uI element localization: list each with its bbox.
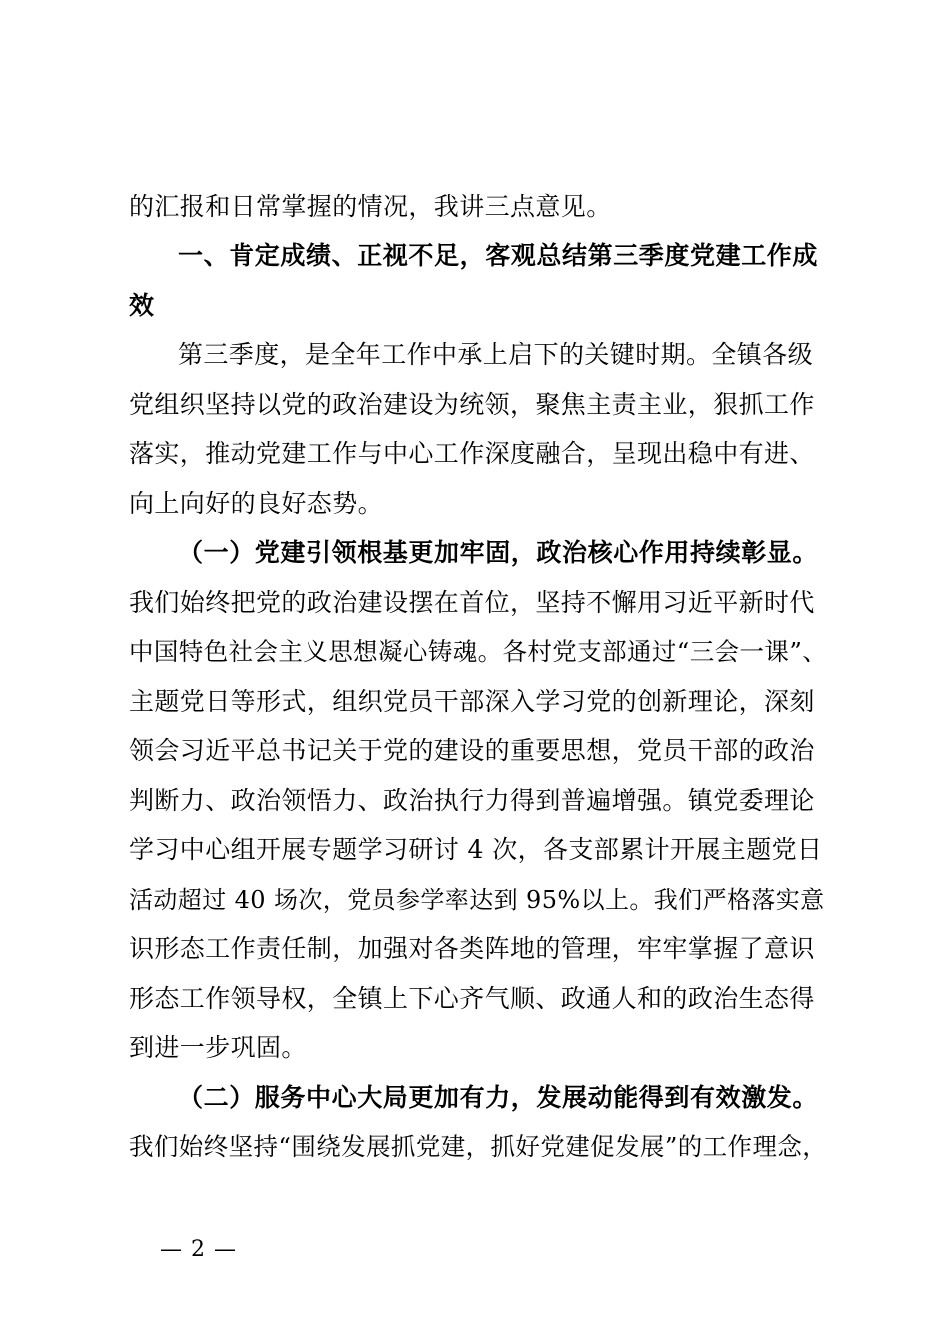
text-line: 形态工作领导权，全镇上下心齐气顺、政通人和的政治生态得 [129, 984, 815, 1013]
text-line: 学习中心组开展专题学习研讨 4 次，各支部累计开展主题党日 [129, 835, 823, 864]
text-line: 的汇报和日常掌握的情况，我讲三点意见。 [129, 192, 612, 221]
text-line: 识形态工作责任制，加强对各类阵地的管理，牢牢掌握了意识 [129, 934, 815, 963]
text-line: 中国特色社会主义思想凝心铸魂。各村党支部通过“三会一课”、 [129, 637, 828, 666]
text-line: 到进一步巩固。 [129, 1033, 307, 1062]
section-heading-line: 效 [129, 291, 155, 320]
text-line: 主题党日等形式，组织党员干部深入学习党的创新理论，深刻 [129, 687, 815, 716]
subsection-heading-line: （一）党建引领根基更加牢固，政治核心作用持续彰显。 [178, 538, 819, 567]
text-line: 我们始终把党的政治建设摆在首位，坚持不懈用习近平新时代 [129, 588, 815, 617]
section-heading-line: 一、肯定成绩、正视不足，客观总结第三季度党建工作成 [178, 241, 819, 270]
text-line: 活动超过 40 场次，党员参学率达到 95%以上。我们严格落实意 [129, 886, 825, 914]
text-line: 向上向好的良好态势。 [129, 489, 384, 518]
page-number: — 2 — [160, 1237, 237, 1262]
text-line: 落实，推动党建工作与中心工作深度融合，呈现出稳中有进、 [129, 439, 815, 468]
text-line: 第三季度，是全年工作中承上启下的关键时期。全镇各级 [178, 340, 814, 369]
text-line: 判断力、政治领悟力、政治执行力得到普遍增强。镇党委理论 [129, 786, 815, 815]
text-line: 我们始终坚持“围绕发展抓党建，抓好党建促发展”的工作理念， [129, 1132, 828, 1161]
subsection-heading-line: （二）服务中心大局更加有力，发展动能得到有效激发。 [178, 1083, 819, 1112]
text-line: 党组织坚持以党的政治建设为统领，聚焦主责主业，狠抓工作 [129, 390, 815, 419]
text-line: 领会习近平总书记关于党的建设的重要思想，党员干部的政治 [129, 736, 815, 765]
